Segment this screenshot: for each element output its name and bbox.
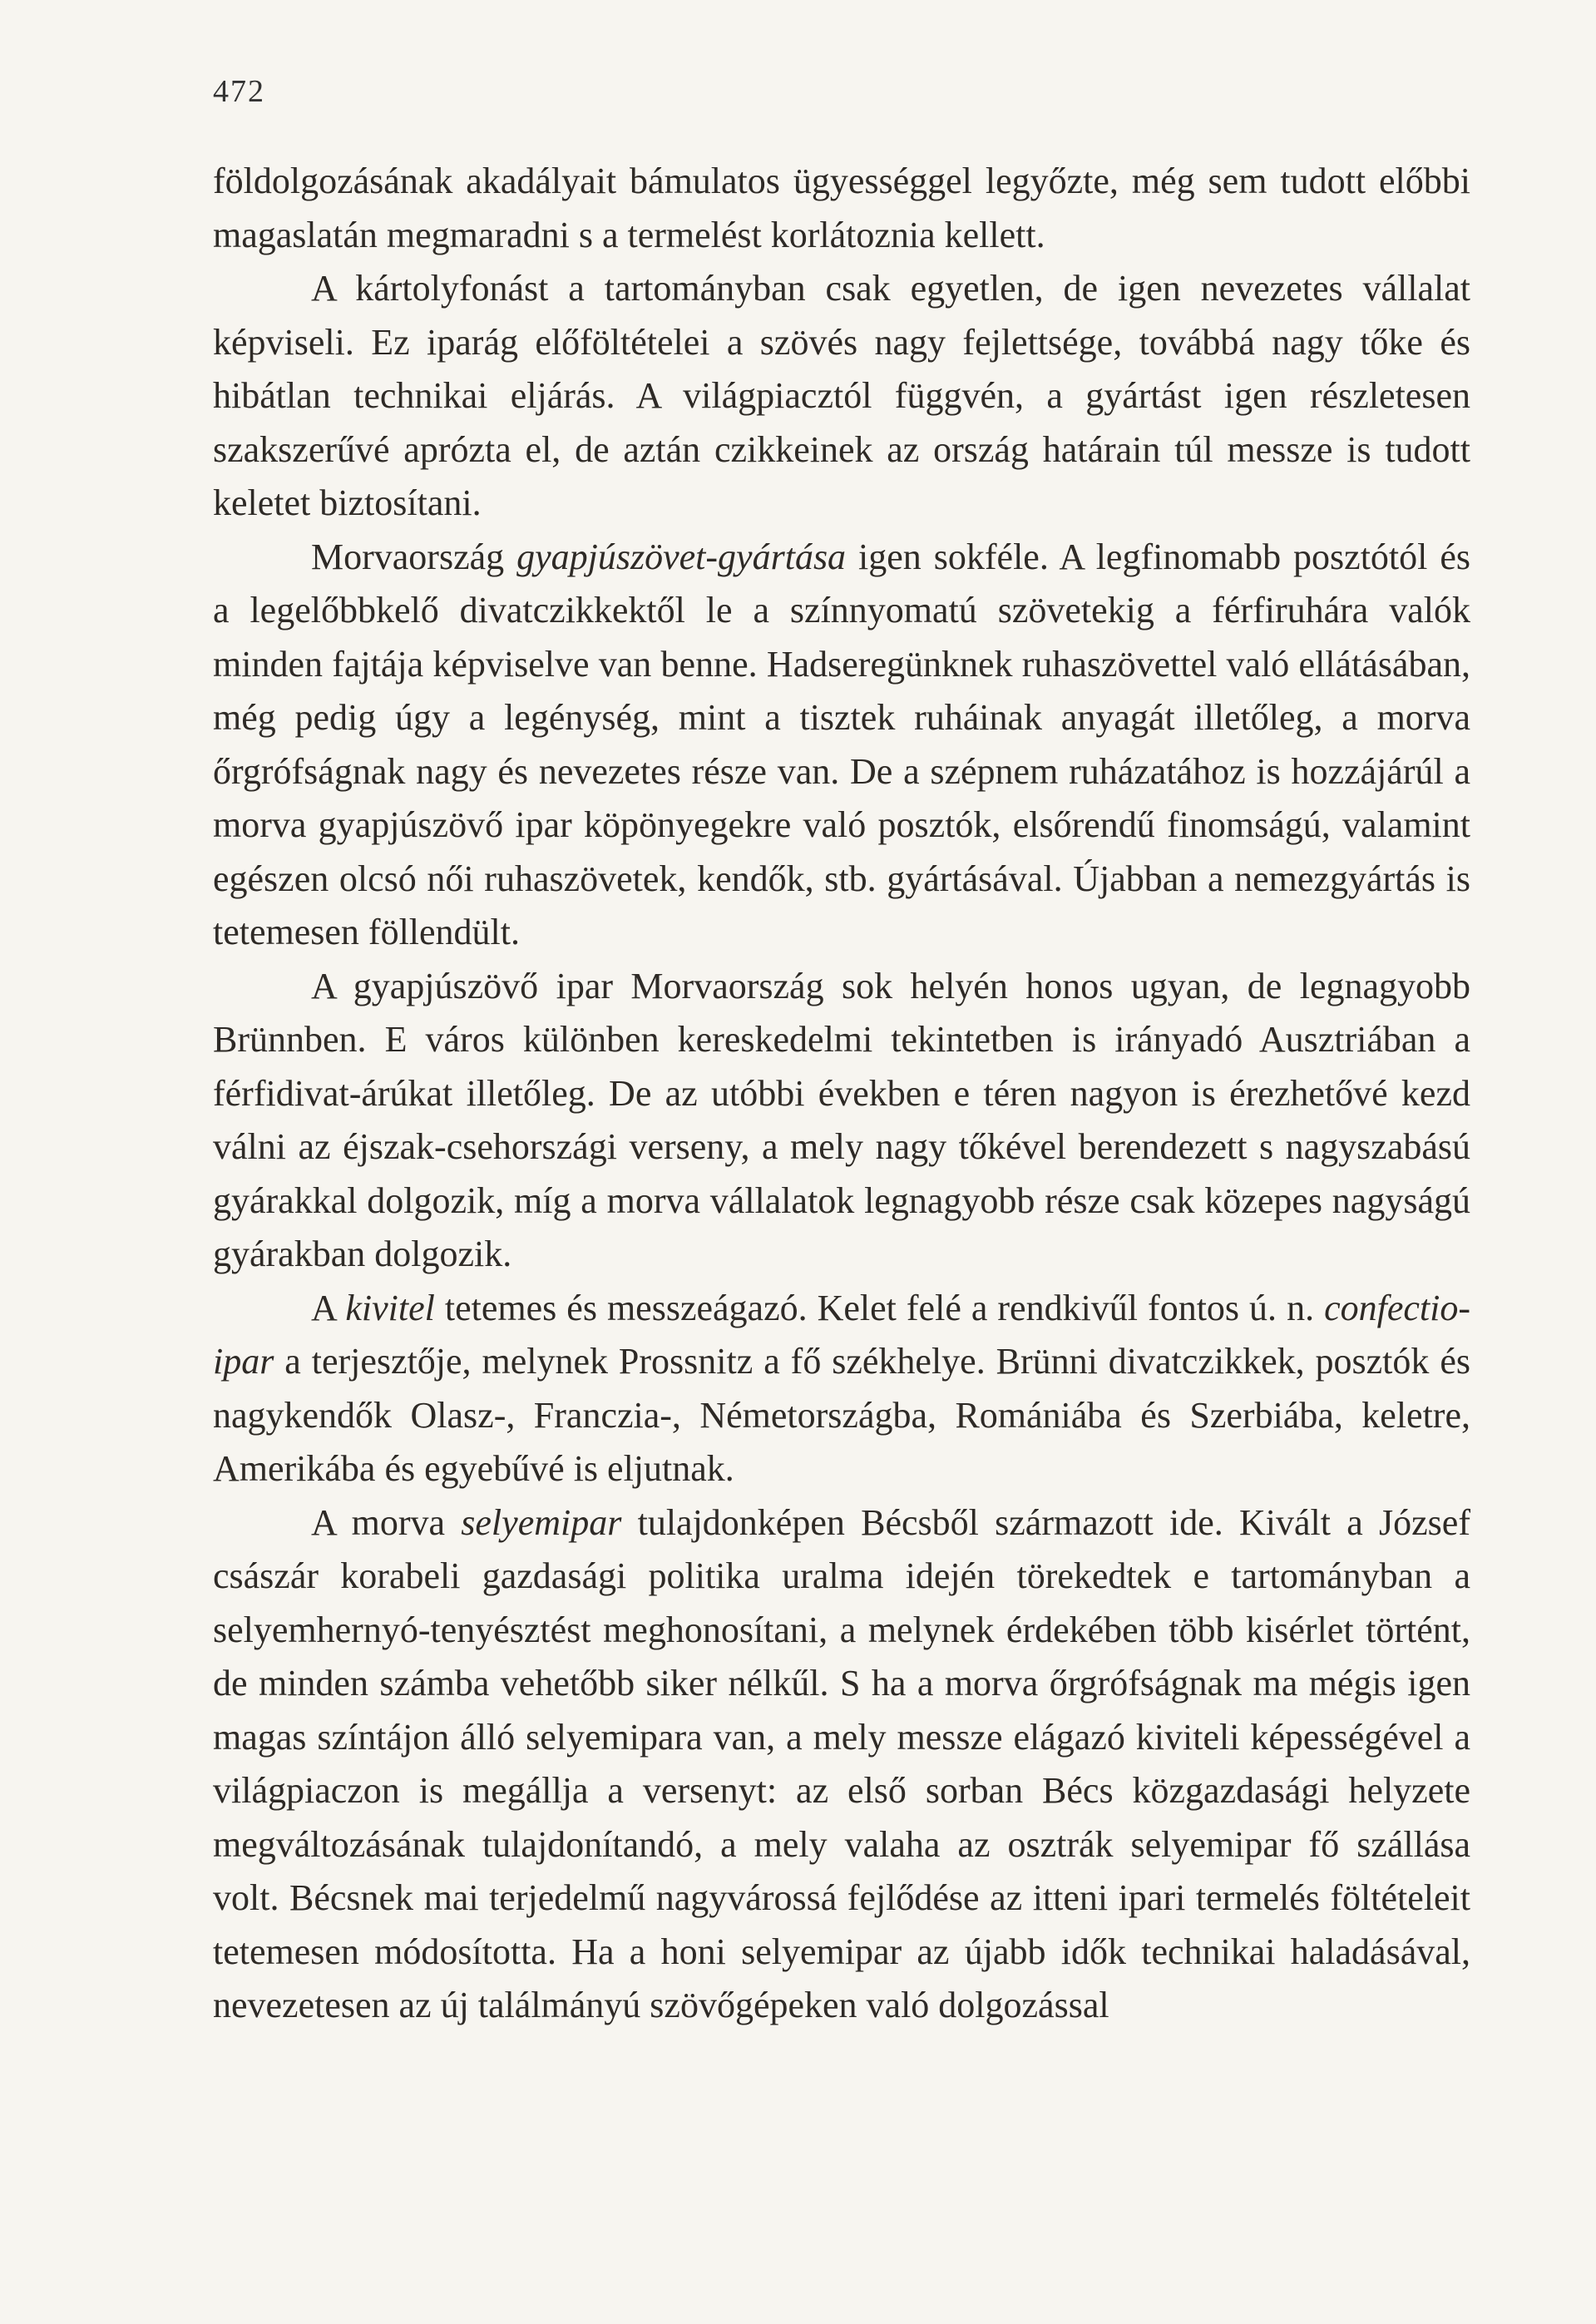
text-segment: földolgozásának akadályait bámulatos ügyességgel legyőzte, még sem tudott előbbi magaslatán megmaradni s a termelést korlátoznia kellett. xyxy=(213,161,1470,255)
text-segment: Morvaország xyxy=(311,536,517,577)
text-segment: igen sokféle. A legfinomabb posztótól és a legelőbbkelő divatczikkektől le a színnyomatú szövetekig a férfiruhára valók minden fajtája képviselve van benne. Hadseregünknek ruhaszövettel való ellátásában, még pedig úgy a legénység, mint a tisztek ruháinak anyagát illetőleg, a morva őrgrófságnak nagy és nevezetes része van. De a szépnem ruházatához is hozzájárúl a morva gyapjúszövő ipar köpönyegekre való posztók, elsőrendű finomságú, valamint egészen olcsó női ruhaszövetek, kendők, stb. gyártásával. Újabban a nemezgyártás is tetemesen föllendült. xyxy=(213,536,1470,952)
text-segment: tetemes és messzeágazó. Kelet felé a rendkivűl fontos ú. n. xyxy=(434,1287,1325,1328)
paragraph xyxy=(213,1282,1470,1496)
paragraph xyxy=(213,531,1470,960)
italic-term: kivitel xyxy=(345,1287,435,1328)
italic-term: gyapjúszövet-gyártása xyxy=(516,536,847,577)
paragraph xyxy=(213,960,1470,1282)
text-body xyxy=(213,155,1470,2033)
text-segment: tulajdonképen Bécsből származott ide. Kivált a József császár korabeli gazdasági politika uralma idején törekedtek e tartományban a selyemhernyó-tenyésztést meghonosítani, a melynek érdekében több kisérlet történt, de minden számba vehetőbb siker nélkűl. S ha a morva őrgrófságnak ma mégis igen magas színtájon álló selyemipara van, a mely messze elágazó kiviteli képességével a világpiaczon is megállja a versenyt: az első sorban Bécs közgazdasági helyzete megváltozásának tulajdonítandó, a mely valaha az osztrák selyemipar fő szállása volt. Bécsnek mai terjedelmű nagyvárossá fejlődése az itteni ipari termelés föltételeit tetemesen módosította. Ha a honi selyemipar az újabb idők technikai haladásával, nevezetesen az új találmányú szövőgépeken való dolgozással xyxy=(213,1501,1470,2025)
text-segment: A kártolyfonást a tartományban csak egyetlen, de igen nevezetes vállalat képviseli. Ez iparág előföltételei a szövés nagy fejlettsége, továbbá nagy tőke és hibátlan technikai eljárás. A világpiacztól függvén, a gyártást igen részletesen szakszerűvé aprózta el, de aztán czikkeinek az ország határain túl messze is tudott keletet biztosítani. xyxy=(213,268,1470,523)
italic-term: confectio-ipar xyxy=(213,1287,1471,1382)
text-segment: A morva xyxy=(311,1501,462,1543)
italic-term: selyemipar xyxy=(461,1501,622,1543)
paragraph xyxy=(213,1496,1470,2033)
text-segment: A gyapjúszövő ipar Morvaország sok helyén honos ugyan, de legnagyobb Brünnben. E város különben kereskedelmi tekintetben is irányadó Ausztriában a férfidivat-árúkat illetőleg. De az utóbbi években e téren nagyon is érezhetővé kezd válni az éjszak-csehországi verseny, a mely nagy tőkével berendezett s nagyszabású gyárakkal dolgozik, míg a morva vállalatok legnagyobb része csak közepes nagyságú gyárakban dolgozik. xyxy=(213,965,1470,1274)
text-segment: a terjesztője, melynek Prossnitz a fő székhelye. Brünni divatczikkek, posztók és nagykendők Olasz-, Franczia-, Németországba, Romániába és Szerbiába, keletre, Amerikába és egyebűvé is eljutnak. xyxy=(213,1341,1470,1489)
page-number: 472 xyxy=(213,74,265,109)
paragraph xyxy=(213,155,1470,262)
text-segment: A xyxy=(311,1287,346,1328)
paragraph xyxy=(213,262,1470,531)
